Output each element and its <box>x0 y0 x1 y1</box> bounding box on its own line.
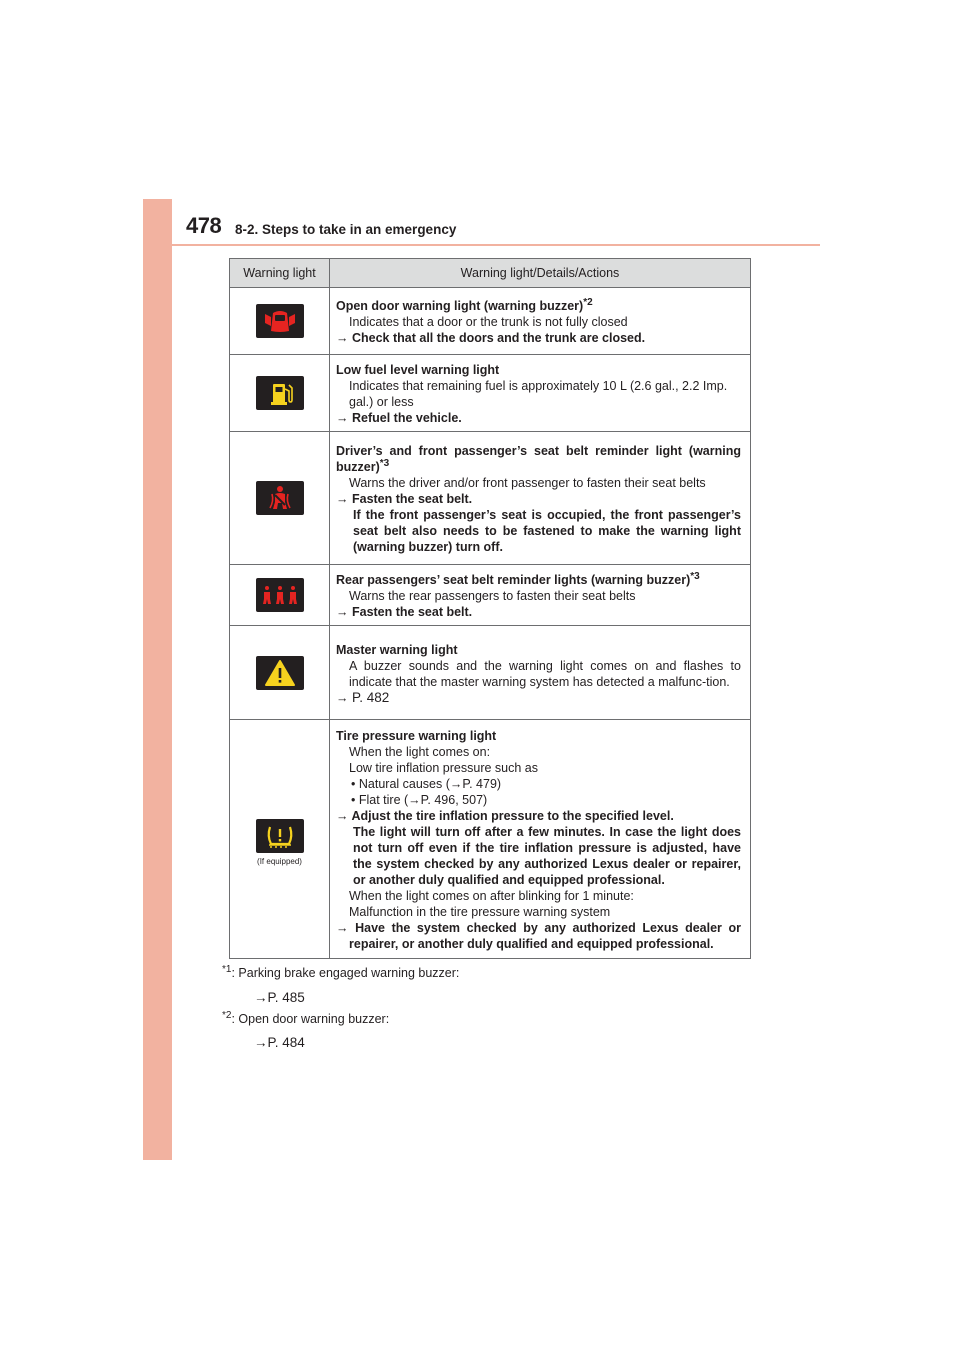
row-note: The light will turn off after a few minutes. In case the light does not turn off even if the tire inflation pressure is adjusted, have the system checked by any authorized Lexus dealer or repairer, or another duly qualified and equipped professional. <box>353 825 741 887</box>
row-title: Low fuel level warning light <box>336 363 500 377</box>
seat-belt-icon <box>256 481 304 515</box>
row-detail: Warns the rear passengers to fasten their seat belts <box>349 589 636 603</box>
row-detail: Indicates that remaining fuel is approximately 10 L (2.6 gal., 2.2 Imp. gal.) or less <box>349 379 728 409</box>
footnote-text: : Parking brake engaged warning buzzer: <box>231 966 460 980</box>
footnote-mark: *3 <box>379 457 390 469</box>
row-page-ref[interactable]: P. 482 <box>351 689 390 705</box>
footnote-1-ref[interactable] <box>254 990 305 1005</box>
arrow-icon: → <box>336 331 349 345</box>
arrow-icon: → <box>254 990 268 1005</box>
table-row-master-warning <box>230 626 751 720</box>
footnote-2 <box>222 1009 390 1026</box>
row-cause-intro: Low tire inflation pressure such as <box>349 761 538 775</box>
row-action: Fasten the seat belt. <box>351 492 473 506</box>
table-row-low-fuel <box>230 355 751 432</box>
table-header-row <box>230 259 751 288</box>
master-warning-icon <box>256 656 304 690</box>
table-row-open-door <box>230 288 751 355</box>
row-title: Tire pressure warning light <box>336 729 497 743</box>
row-when-blink: When the light comes on after blinking for 1 minute: <box>349 889 634 903</box>
page-number: 478 <box>186 213 222 238</box>
footnote-page-ref: P. 485 <box>267 990 305 1005</box>
row-bullet[interactable]: Flat tire (→P. 496, 507) <box>358 793 488 807</box>
door-open-icon <box>256 304 304 338</box>
footnote-mark: *2 <box>222 1009 232 1021</box>
footnote-mark: *3 <box>690 570 700 582</box>
row-malfunction: Malfunction in the tire pressure warning system <box>349 905 611 919</box>
warning-light-table <box>229 258 751 959</box>
footnote-2-ref[interactable] <box>254 1035 305 1050</box>
row-bullet[interactable]: Natural causes (→P. 479) <box>358 777 502 791</box>
footnote-1 <box>222 963 460 980</box>
arrow-icon: → <box>336 411 349 425</box>
arrow-icon: → <box>336 690 349 705</box>
col-header-warning-light: Warning light <box>230 259 330 288</box>
row-action: Check that all the doors and the trunk are closed. <box>351 331 646 345</box>
if-equipped-note: (If equipped) <box>257 856 302 866</box>
arrow-icon: → <box>336 921 349 935</box>
fuel-pump-icon <box>256 376 304 410</box>
arrow-icon: → <box>336 809 349 823</box>
row-when-on: When the light comes on: <box>349 745 491 759</box>
footnote-mark: *2 <box>583 296 593 308</box>
row-title: Driver’s and front passenger’s seat belt reminder light (warning buzzer) <box>336 444 741 474</box>
row-action: Refuel the vehicle. <box>351 411 462 425</box>
row-detail: Warns the driver and/or front passenger to fasten their seat belts <box>349 476 706 490</box>
bullet-icon: • <box>351 777 356 791</box>
arrow-icon: → <box>336 492 349 506</box>
row-title: Rear passengers’ seat belt reminder lights (warning buzzer) <box>336 573 691 587</box>
row-action: Fasten the seat belt. <box>351 605 473 619</box>
row-title: Open door warning light (warning buzzer) <box>336 299 584 313</box>
footnote-mark: *1 <box>222 963 232 975</box>
tire-pressure-icon <box>256 819 304 853</box>
row-detail: Indicates that a door or the trunk is not fully closed <box>349 315 628 329</box>
row-action: Adjust the tire inflation pressure to the specified level. <box>351 809 674 823</box>
row-note: If the front passenger’s seat is occupied, the front passenger’s seat belt also needs to be fastened to make the warning light (warning buzzer) turn off. <box>353 508 741 554</box>
arrow-icon: → <box>336 605 349 619</box>
col-header-details: Warning light/Details/Actions <box>330 259 751 288</box>
footnote-page-ref: P. 484 <box>267 1035 305 1050</box>
table-row-rear-seat-belt <box>230 565 751 626</box>
bullet-icon: • <box>351 793 356 807</box>
section-title: 8-2. Steps to take in an emergency <box>235 222 457 237</box>
side-tab-band <box>143 199 172 1160</box>
arrow-icon: → <box>254 1035 268 1050</box>
table-row-tire-pressure <box>230 720 751 959</box>
rear-seat-belts-icon <box>256 578 304 612</box>
row-action-2: Have the system checked by any authorized Lexus dealer or repairer, or another duly qualified and equipped professional. <box>349 921 741 951</box>
table-row-front-seat-belt <box>230 432 751 565</box>
row-detail: A buzzer sounds and the warning light comes on and flashes to indicate that the master warning system has detected a malfunc-tion. <box>349 658 741 689</box>
footnote-text: : Open door warning buzzer: <box>231 1012 390 1026</box>
row-title: Master warning light <box>336 642 458 657</box>
header-rule <box>172 244 820 246</box>
